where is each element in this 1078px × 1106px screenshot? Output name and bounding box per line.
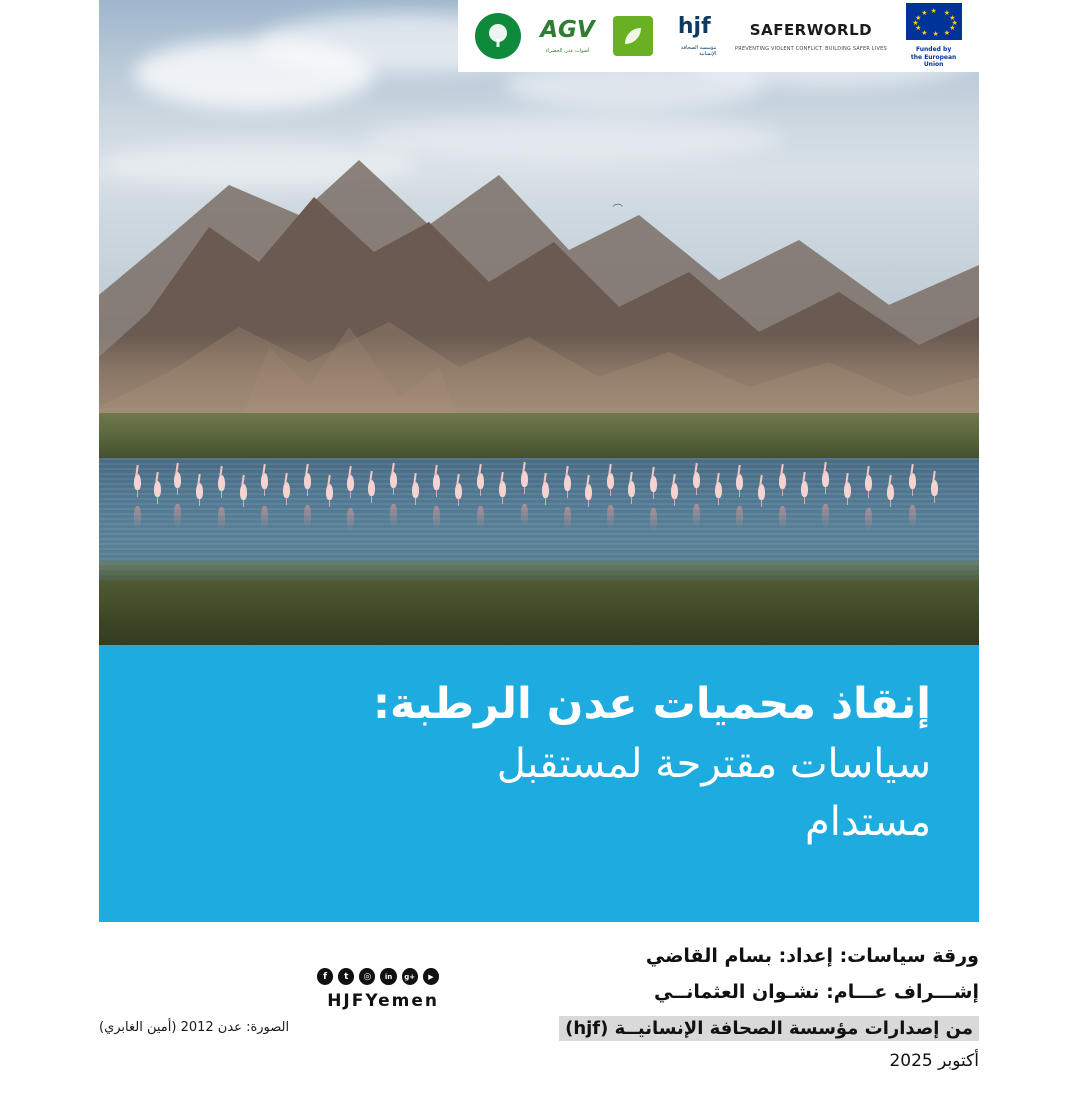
facebook-icon[interactable]: f [317, 968, 333, 985]
publisher-line: من إصدارات مؤسسة الصحافة الإنسانيــة (hjf) [559, 1016, 979, 1041]
foreground-grass [99, 581, 979, 646]
google-plus-icon[interactable]: g+ [402, 968, 418, 985]
supervisor-line: إشـــراف عـــام: نشـوان العثمانــي [654, 981, 979, 1004]
page-title-line-2: سياسات مقترحة لمستقبل [496, 741, 931, 788]
author-line: ورقة سياسات: إعداد: بسام القاضي [645, 945, 979, 967]
youtube-icon[interactable]: ▶ [423, 968, 439, 985]
instagram-icon[interactable]: ◎ [359, 968, 375, 985]
bird-icon: ︵ [612, 195, 624, 209]
publication-date: أكتوبر 2025 [889, 1051, 979, 1072]
shoreline-vegetation [99, 413, 979, 465]
cover-photograph [99, 0, 979, 645]
green-square-icon [613, 16, 653, 56]
eu-flag-icon: ★ ★ ★ ★ ★ ★ ★ ★ ★ ★ ★ ★ [906, 3, 962, 40]
agv-logo [540, 16, 595, 54]
agv-mark: AGV [540, 16, 595, 43]
photo-credit [99, 1020, 439, 1035]
page-title-line-1: إنقاذ محميات عدن الرطبة: [372, 679, 931, 729]
title-band [99, 645, 979, 922]
credits-block [559, 938, 979, 1071]
european-union-logo [906, 3, 962, 69]
hjf-arabic-name: مؤسسة الصحافة الإنسانية [681, 44, 717, 57]
hjf-mark: hjf [677, 13, 711, 39]
saferworld-logo [735, 21, 887, 52]
twitter-icon[interactable]: t [338, 968, 354, 985]
leaf-icon [621, 24, 645, 48]
social-icons [317, 968, 439, 985]
social-block [99, 968, 439, 1011]
eu-funded-line2: the European Union [910, 53, 957, 69]
tree-icon [475, 13, 521, 59]
linkedin-icon[interactable]: in [380, 968, 396, 985]
agv-arabic-name: أصوات عدن الخضراء [545, 47, 590, 54]
partner-logo-bar [458, 0, 979, 72]
saferworld-tagline: PREVENTING VIOLENT CONFLICT. BUILDING SAFER LIVES [735, 45, 887, 52]
green-square-logo [613, 16, 653, 56]
eu-funded-line1: Funded by [915, 46, 952, 54]
saferworld-name: SAFERWORLD [749, 20, 873, 39]
tree-glyph [483, 21, 513, 51]
social-handle: HJFYemen [327, 991, 439, 1011]
photo-credit-text: الصورة: عدن 2012 (أمين الغابري) [99, 1020, 290, 1035]
green-tree-logo [475, 13, 521, 59]
page-title-line-3: مستدام [804, 799, 931, 846]
hjf-logo [672, 13, 716, 59]
